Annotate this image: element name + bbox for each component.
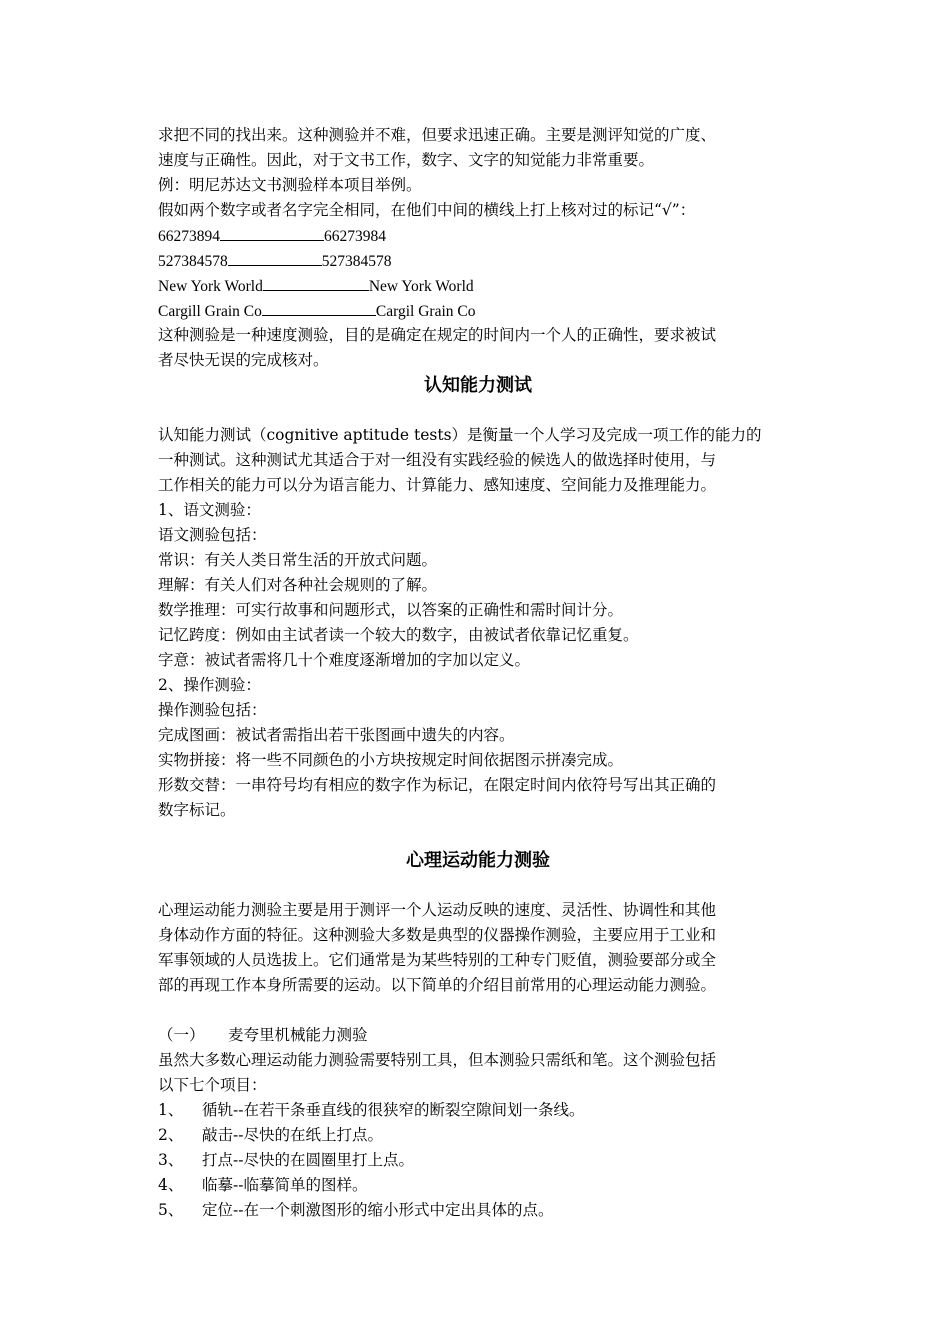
list-item: [158, 1173, 798, 1198]
text-line: 工作相关的能力可以分为语言能力、计算能力、感知速度、空间能力及推理能力。: [158, 476, 717, 494]
text-line: 者尽快无误的完成核对。: [158, 351, 329, 369]
subsection-title: 麦夸里机械能力测验: [228, 1026, 368, 1044]
psychomotor-paragraph: [158, 898, 798, 998]
spacer: [158, 873, 798, 898]
list-item: 理解：有关人们对各种社会规则的了解。: [158, 576, 438, 594]
pair-right: New York World: [368, 278, 474, 295]
text-line: 以下七个项目：: [158, 1076, 267, 1094]
comparison-pair: [158, 273, 798, 298]
item-text: 打点--尽快的在圆圈里打上点。: [202, 1151, 414, 1169]
list-item: 常识：有关人类日常生活的开放式问题。: [158, 551, 438, 569]
list-item: 操作测验包括：: [158, 701, 267, 719]
list-item: 2、操作测验：: [158, 676, 261, 694]
pair-left: New York World: [158, 278, 263, 295]
text-line: 认知能力测试（cognitive aptitude tests）是衡量一个人学习及完成一项工作的能力的: [158, 426, 762, 444]
list-item: 数学推理：可实行故事和问题形式，以答案的正确性和需时间计分。: [158, 601, 624, 619]
text-line: 求把不同的找出来。这种测验并不难，但要求迅速正确。主要是测评知觉的广度、: [158, 126, 717, 144]
list-item: 形数交替：一串符号均有相应的数字作为标记，在限定时间内依符号写出其正确的: [158, 776, 717, 794]
item-text: 定位--在一个刺激图形的缩小形式中定出具体的点。: [202, 1201, 554, 1219]
spacer: [158, 823, 798, 848]
text-line: 军事领域的人员选拔上。它们通常是为某些特别的工种专门贬值，测验要部分或全: [158, 951, 717, 969]
section-heading-cognitive: 认知能力测试: [424, 375, 532, 396]
comparison-pair: [158, 223, 798, 248]
pair-left: 66273894: [158, 228, 220, 245]
example-title: 例：明尼苏达文书测验样本项目举例。: [158, 176, 422, 194]
item-text: 临摹--临摹简单的图样。: [202, 1176, 368, 1194]
intro-paragraph-2: [158, 323, 798, 373]
subsection-heading: [158, 1023, 798, 1048]
list-item: [158, 1098, 798, 1123]
text-line: 部的再现工作本身所需要的运动。以下简单的介绍目前常用的心理运动能力测验。: [158, 976, 717, 994]
check-blank: [262, 298, 376, 316]
instruction-line: 假如两个数字或者名字完全相同，在他们中间的横线上打上核对过的标记“√”：: [158, 201, 696, 219]
pair-right: 66273984: [324, 228, 386, 245]
cognitive-paragraph: [158, 423, 798, 498]
pair-right: 527384578: [321, 253, 392, 270]
text-line: 身体动作方面的特征。这种测验大多数是典型的仪器操作测验，主要应用于工业和: [158, 926, 717, 944]
item-number: 3、: [158, 1151, 184, 1169]
text-line: 一种测试。这种测试尤其适合于对一组没有实践经验的候选人的做选择时使用，与: [158, 451, 717, 469]
list-item: 语文测验包括：: [158, 526, 267, 544]
section-heading-psychomotor: 心理运动能力测验: [406, 850, 550, 871]
comparison-pair: [158, 298, 798, 323]
text-line: 速度与正确性。因此，对于文书工作，数字、文字的知觉能力非常重要。: [158, 151, 655, 169]
list-item: 完成图画：被试者需指出若干张图画中遗失的内容。: [158, 726, 515, 744]
pair-left: 527384578: [158, 253, 228, 270]
macquarrie-paragraph: [158, 1048, 798, 1098]
item-number: 1、: [158, 1101, 184, 1119]
check-blank: [228, 248, 322, 266]
list-item: [158, 1148, 798, 1173]
item-number: 2、: [158, 1126, 184, 1144]
check-blank: [220, 223, 324, 241]
item-text: 敲击--尽快的在纸上打点。: [202, 1126, 383, 1144]
list-item: 字意：被试者需将几十个难度逐渐增加的字加以定义。: [158, 651, 531, 669]
item-number: 5、: [158, 1201, 184, 1219]
pair-left: Cargill Grain Co: [158, 303, 262, 320]
comparison-pair: [158, 248, 798, 273]
list-item: 1、语文测验：: [158, 501, 261, 519]
list-item: 数字标记。: [158, 801, 236, 819]
check-blank: [263, 273, 369, 291]
text-line: 这种测验是一种速度测验，目的是确定在规定的时间内一个人的正确性，要求被试: [158, 326, 717, 344]
text-line: 虽然大多数心理运动能力测验需要特别工具，但本测验只需纸和笔。这个测验包括: [158, 1051, 717, 1069]
list-item: 实物拼接：将一些不同颜色的小方块按规定时间依据图示拼凑完成。: [158, 751, 624, 769]
intro-paragraph-1: [158, 123, 798, 173]
spacer: [158, 998, 798, 1023]
list-item: 记忆跨度：例如由主试者读一个较大的数字，由被试者依靠记忆重复。: [158, 626, 639, 644]
spacer: [158, 398, 798, 423]
subsection-number: （一）: [158, 1026, 205, 1044]
pair-right: Cargil Grain Co: [375, 303, 476, 320]
text-line: 心理运动能力测验主要是用于测评一个人运动反映的速度、灵活性、协调性和其他: [158, 901, 717, 919]
cognitive-list: [158, 498, 798, 823]
item-number: 4、: [158, 1176, 184, 1194]
macquarrie-items: [158, 1098, 798, 1223]
item-text: 循轨--在若干条垂直线的很狭窄的断裂空隙间划一条线。: [202, 1101, 585, 1119]
list-item: [158, 1123, 798, 1148]
list-item: [158, 1198, 798, 1223]
document-page: [158, 123, 798, 1223]
